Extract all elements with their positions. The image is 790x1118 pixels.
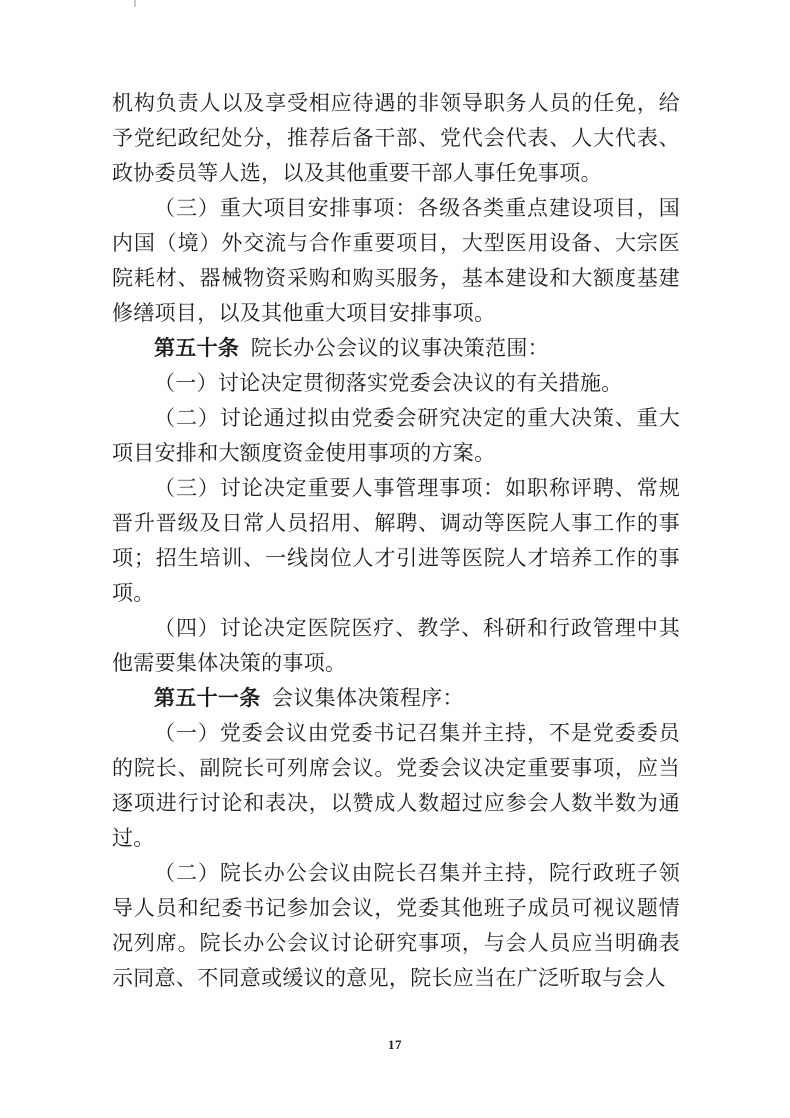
article-51-title: 会议集体决策程序： (272, 686, 464, 710)
article-50-number: 第五十条 (154, 336, 240, 360)
article-50-title: 院长办公会议的议事决策范围： (250, 336, 549, 360)
article-51-number: 第五十一条 (154, 686, 261, 710)
paragraph-text: （二）讨论通过拟由党委会研究决定的重大决策、重大项目安排和大额度资金使用事项的方案。 (112, 406, 680, 465)
document-body (112, 86, 680, 996)
para-item2-major-decisions (112, 401, 680, 471)
paragraph-text: （一）讨论决定贯彻落实党委会决议的有关措施。 (154, 371, 623, 395)
page-number: 17 (388, 1037, 402, 1052)
article-51-heading (112, 681, 680, 716)
paragraph-text: （二）院长办公会议由院长召集并主持，院行政班子领导人员和纪委书记参加会议，党委其他班子成员可视议题情况列席。院长办公会议讨论研究事项，与会人员应当明确表示同意、不同意或缓议的意见，院长应当在广泛听取与会人 (112, 861, 680, 990)
paragraph-text: （一）党委会议由党委书记召集并主持，不是党委委员的院长、副院长可列席会议。党委会议决定重要事项，应当逐项进行讨论和表决，以赞成人数超过应参会人数半数为通过。 (112, 721, 680, 850)
para-item3-personnel-management (112, 471, 680, 611)
para-item1-party-committee-meeting (112, 716, 680, 856)
paragraph-text: 机构负责人以及享受相应待遇的非领导职务人员的任免，给予党纪政纪处分，推荐后备干部、党代会代表、人大代表、政协委员等人选，以及其他重要干部人事任免事项。 (112, 91, 680, 185)
paragraph-text: （四）讨论决定医院医疗、教学、科研和行政管理中其他需要集体决策的事项。 (112, 616, 680, 675)
para-item4-other-collective-matters (112, 611, 680, 681)
para-item3-major-projects (112, 191, 680, 331)
paragraph-text: （三）重大项目安排事项：各级各类重点建设项目，国内国（境）外交流与合作重要项目，大型医用设备、大宗医院耗材、器械物资采购和购买服务，基本建设和大额度基建修缮项目，以及其他重大项目安排事项。 (112, 196, 680, 325)
scan-artifact (134, 0, 136, 7)
paragraph-text: （三）讨论决定重要人事管理事项：如职称评聘、常规晋升晋级及日常人员招用、解聘、调动等医院人事工作的事项；招生培训、一线岗位人才引进等医院人才培养工作的事项。 (112, 476, 680, 605)
para-item1-party-committee-measures (112, 366, 680, 401)
article-50-heading (112, 331, 680, 366)
para-continued-personnel-appointments (112, 86, 680, 191)
para-item2-dean-office-meeting (112, 856, 680, 996)
